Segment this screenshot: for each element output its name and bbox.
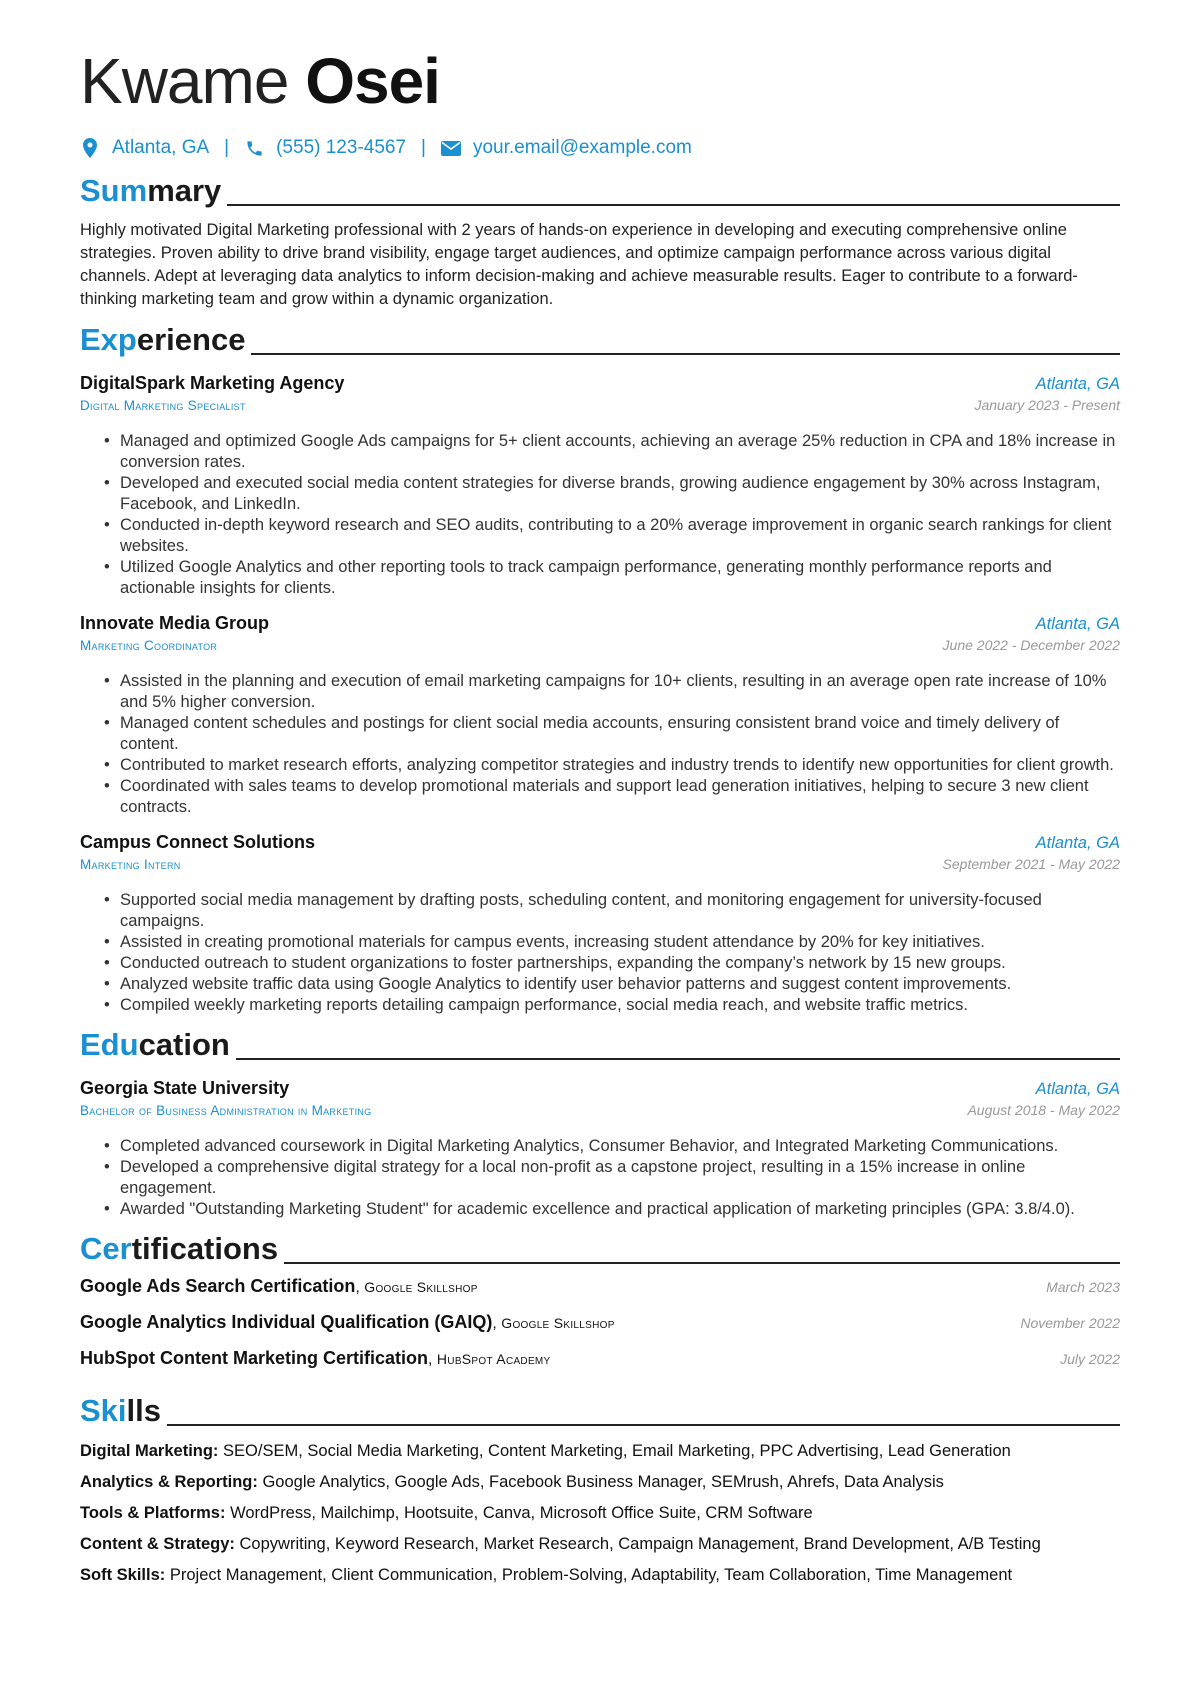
resume-page (80, 44, 1120, 1591)
job-location: Atlanta, GA (1035, 615, 1120, 633)
contact-location (80, 137, 209, 159)
email-text: your.email@example.com (472, 137, 692, 158)
certification-item: Google Ads Search Certification, Google Skillshop March 2023 (80, 1276, 1120, 1296)
contact-phone[interactable] (244, 137, 406, 159)
certifications-list (80, 1276, 1120, 1382)
skill-row (80, 1560, 1120, 1591)
job-entry (80, 373, 1120, 599)
skills-list (80, 1436, 1120, 1591)
skills-heading (80, 1390, 1120, 1430)
certification-item: HubSpot Content Marketing Certification, HubSpot Academy July 2022 (80, 1348, 1120, 1368)
bullet-item: • Coordinated with sales teams to develop promotional materials and support lead generation initiatives, helping to secure 3 new client contracts. (104, 776, 1120, 818)
certification-date: November 2022 (1020, 1315, 1120, 1331)
certifications-heading (80, 1228, 1120, 1268)
job-bullets (104, 890, 1120, 1016)
skill-values: WordPress, Mailchimp, Hootsuite, Canva, Microsoft Office Suite, CRM Software (230, 1504, 813, 1522)
skill-row (80, 1529, 1120, 1560)
skill-row (80, 1436, 1120, 1467)
certification-date: July 2022 (1060, 1351, 1120, 1367)
job-dates: June 2022 - December 2022 (942, 637, 1120, 653)
job-dates: September 2021 - May 2022 (942, 856, 1120, 872)
skill-category: Digital Marketing: (80, 1442, 219, 1460)
section-rule (227, 204, 1120, 206)
section-title: Education (80, 1027, 230, 1062)
bullet-item: • Contributed to market research efforts, analyzing competitor strategies and industry trends to identify new opportunities for client growth. (104, 755, 1120, 776)
section-rule (236, 1058, 1120, 1060)
skill-values: SEO/SEM, Social Media Marketing, Content Marketing, Email Marketing, PPC Advertising, Lead Generation (223, 1442, 1011, 1460)
bullet-item: • Conducted outreach to student organizations to foster partnerships, expanding the company’s network by 15 new groups. (104, 953, 1120, 974)
bullet-item: • Developed and executed social media content strategies for diverse brands, growing audience engagement by 30% across Instagram, Facebook, and LinkedIn. (104, 473, 1120, 515)
candidate-name (80, 44, 1120, 118)
section-rule (284, 1262, 1120, 1264)
section-rule (167, 1424, 1120, 1426)
section-title: Skills (80, 1393, 161, 1428)
certification-issuer: Google Skillshop (364, 1279, 478, 1295)
education-dates: August 2018 - May 2022 (967, 1102, 1120, 1118)
skill-values: Google Analytics, Google Ads, Facebook Business Manager, SEMrush, Ahrefs, Data Analysis (262, 1473, 944, 1491)
job-location: Atlanta, GA (1035, 834, 1120, 852)
skill-values: Project Management, Client Communication, Problem-Solving, Adaptability, Team Collaboration, Time Management (169, 1566, 1013, 1584)
skill-category: Tools & Platforms: (80, 1504, 226, 1522)
contact-separator: | (421, 137, 426, 158)
certification-issuer: HubSpot Academy (436, 1351, 551, 1367)
contact-info (80, 134, 1120, 162)
bullet-item: • Supported social media management by drafting posts, scheduling content, and monitoring engagement for university-focused campaigns. (104, 890, 1120, 932)
skill-row (80, 1498, 1120, 1529)
education-entry (80, 1078, 1120, 1220)
contact-separator: | (224, 137, 230, 158)
bullet-item: • Completed advanced coursework in Digital Marketing Analytics, Consumer Behavior, and Integrated Marketing Communications. (104, 1136, 1120, 1157)
envelope-icon (441, 137, 461, 159)
map-pin-icon (80, 137, 100, 159)
location-text: Atlanta, GA (112, 137, 210, 158)
education-heading (80, 1024, 1120, 1064)
bullet-item: • Managed content schedules and postings for client social media accounts, ensuring consistent brand voice and timely delivery of content. (104, 713, 1120, 755)
bullet-item: • Assisted in the planning and execution of email marketing campaigns for 10+ clients, resulting in an average open rate increase of 10% and 5% higher conversion. (104, 671, 1120, 713)
first-name: Kwame (80, 45, 289, 117)
certification-issuer: Google Skillshop (501, 1315, 615, 1331)
summary-heading (80, 170, 1120, 210)
section-rule (251, 353, 1120, 355)
bullet-item: • Utilized Google Analytics and other reporting tools to track campaign performance, generating monthly performance reports and actionable insights for clients. (104, 557, 1120, 599)
summary-text: Highly motivated Digital Marketing professional with 2 years of hands-on experience in developing and executing comprehensive online strategies. Proven ability to drive brand visibility, engage target audiences, and optimize campaign performance across various digital channels. Adept at leveraging data analytics to inform decision-making and achieve measurable results. Eager to contribute to a forward-thinking marketing team and grow within a dynamic organization. (80, 221, 1078, 308)
skill-values: Copywriting, Keyword Research, Market Research, Campaign Management, Brand Development, A/B Testing (239, 1535, 1041, 1553)
skill-category: Analytics & Reporting: (80, 1473, 258, 1491)
certification-name: HubSpot Content Marketing Certification (80, 1348, 428, 1368)
school-name: Georgia State University (80, 1078, 290, 1098)
job-title: Marketing Coordinator (80, 638, 218, 653)
phone-text: (555) 123-4567 (276, 137, 407, 158)
certification-name: Google Ads Search Certification (80, 1276, 356, 1296)
company-name: Campus Connect Solutions (80, 832, 316, 852)
certification-item: Google Analytics Individual Qualification (GAIQ), Google Skillshop November 2022 (80, 1312, 1120, 1332)
job-title: Marketing Intern (80, 857, 181, 872)
experience-heading (80, 319, 1120, 359)
last-name: Osei (305, 45, 440, 117)
certification-date: March 2023 (1046, 1279, 1120, 1295)
bullet-item: • Awarded "Outstanding Marketing Student" for academic excellence and practical application of marketing principles (GPA: 3.8/4.0). (104, 1199, 1120, 1220)
phone-icon (244, 137, 264, 159)
company-name: Innovate Media Group (80, 613, 270, 633)
certification-name: Google Analytics Individual Qualification (GAIQ) (80, 1312, 493, 1332)
job-entry (80, 613, 1120, 818)
bullet-item: • Analyzed website traffic data using Google Analytics to identify user behavior patterns and suggest content improvements. (104, 974, 1120, 995)
job-title: Digital Marketing Specialist (80, 398, 246, 413)
bullet-item: • Assisted in creating promotional materials for campus events, increasing student attendance by 20% for key initiatives. (104, 932, 1120, 953)
bullet-item: • Developed a comprehensive digital strategy for a local non-profit as a capstone project, resulting in a 15% increase in online engagement. (104, 1157, 1120, 1199)
section-title: Certifications (80, 1231, 279, 1266)
bullet-item: • Managed and optimized Google Ads campaigns for 5+ client accounts, achieving an average 25% reduction in CPA and 18% increase in conversion rates. (104, 431, 1120, 473)
section-title: Summary (80, 173, 222, 208)
section-title: Experience (80, 322, 246, 357)
skill-row (80, 1467, 1120, 1498)
bullet-item: • Compiled weekly marketing reports detailing campaign performance, social media reach, and website traffic metrics. (104, 995, 1120, 1016)
skill-category: Soft Skills: (80, 1566, 166, 1584)
bullet-item: • Conducted in-depth keyword research and SEO audits, contributing to a 20% average improvement in organic search rankings for client websites. (104, 515, 1120, 557)
job-bullets (104, 431, 1120, 599)
degree: Bachelor of Business Administration in Marketing (80, 1103, 372, 1118)
job-location: Atlanta, GA (1035, 375, 1120, 393)
company-name: DigitalSpark Marketing Agency (80, 373, 345, 393)
contact-email[interactable] (441, 137, 692, 159)
job-bullets (104, 671, 1120, 818)
job-entry (80, 832, 1120, 1016)
education-bullets (104, 1136, 1120, 1220)
skill-category: Content & Strategy: (80, 1535, 235, 1553)
school-location: Atlanta, GA (1035, 1080, 1120, 1098)
job-dates: January 2023 - Present (974, 397, 1120, 413)
